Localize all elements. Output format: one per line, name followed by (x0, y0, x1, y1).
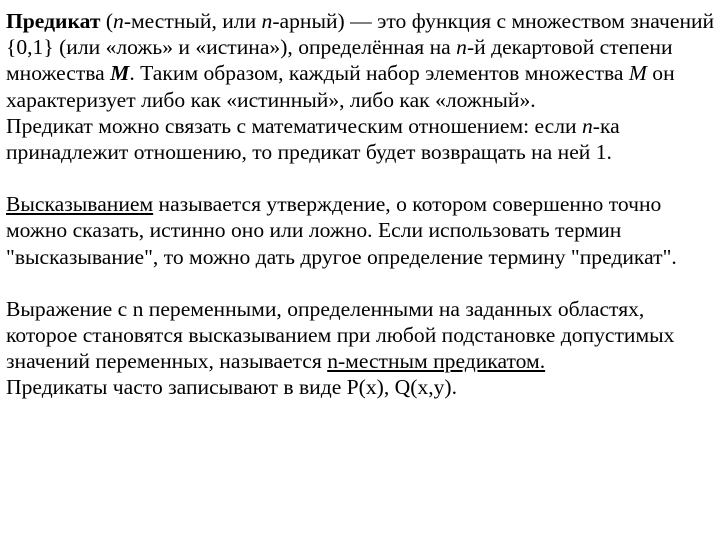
slide-body (6, 0, 718, 540)
n-variable: n (113, 9, 124, 33)
n-variable: n (261, 9, 273, 33)
statement-term: Высказыванием (6, 192, 154, 217)
predicate-term: Предикат (6, 9, 101, 33)
set-m: M (628, 61, 647, 86)
set-m: M (110, 61, 130, 86)
n-variable: n (456, 35, 467, 60)
predicate-definition-paragraph: Предикат (n-местный, или n-арный) — это функция с множеством значений {0,1} (или «ложь» и «истина»), определённая на n-й декартовой степени множества M. Таким образом, каждый набор элементов множества M он характеризует либо как «истинный», либо как «ложный». (6, 9, 715, 112)
n-variable: n (582, 113, 593, 138)
n-place-predicate-paragraph: Выражение с n переменными, определенными на заданных областях, которое становятся высказыванием при любой подстановке допустимых значений переменных, называется n-местным предикатом. (6, 296, 675, 374)
relation-paragraph: Предикат можно связать с математическим отношением: если n-ка принадлежит отношению, то предикат будет возвращать на ней 1. (6, 113, 620, 165)
statement-paragraph: Высказыванием называется утверждение, о котором совершенно точно можно сказать, истинно оно или ложно. Если использовать термин "высказывание", то можно дать другое определение термину "предикат". (6, 192, 677, 269)
n-place-predicate-term: n-местным предикатом. (327, 349, 546, 374)
notation-paragraph: Предикаты часто записывают в виде P(x), Q(x,y). (6, 375, 458, 400)
